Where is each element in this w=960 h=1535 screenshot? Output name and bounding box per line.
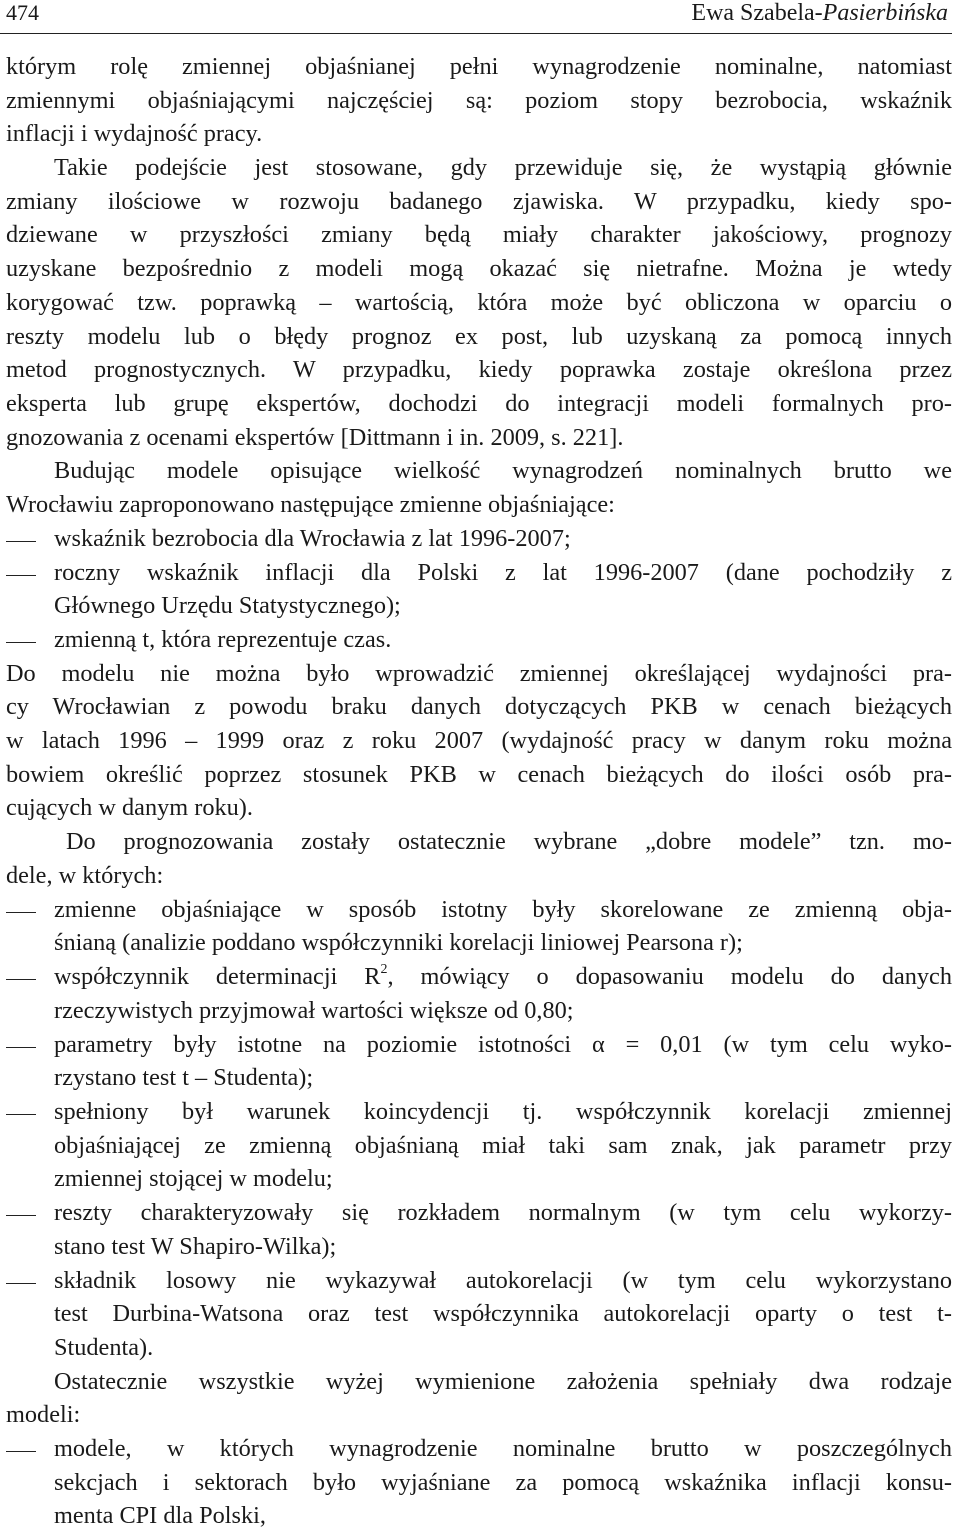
list-item-continuation: rzystano test t – Studenta); — [54, 1064, 314, 1091]
list-item-continuation: stano test W Shapiro-Wilka); — [54, 1233, 337, 1260]
page-number: 474 — [6, 0, 39, 25]
text-line: cy Wrocławian z powodu braku danych dotyczących PKB w cenach bieżących — [6, 693, 952, 720]
text-line: modeli: — [6, 1401, 81, 1428]
list-dash — [6, 575, 36, 576]
list-item-continuation: test Durbina-Watsona oraz test współczynnika autokorelacji oparty o test t- — [54, 1300, 952, 1327]
author-name: Ewa Szabela- — [691, 0, 823, 26]
list-dash — [6, 642, 36, 643]
text-line: uzyskane bezpośrednio z modeli mogą okazać się nietrafne. Można je wtedy — [6, 255, 952, 282]
list-dash — [6, 1047, 36, 1048]
text-line: zmiany ilościowe w rozwoju badanego zjawiska. W przypadku, kiedy spo- — [6, 188, 952, 215]
list-item-continuation: Głównego Urzędu Statystycznego); — [54, 592, 401, 619]
text-line: inflacji i wydajność pracy. — [6, 120, 263, 147]
list-item: modele, w których wynagrodzenie nominalne brutto w poszczególnych — [54, 1435, 952, 1462]
list-item-text: , mówiący o dopasowaniu modelu do danych — [387, 963, 952, 990]
text-line: Takie podejście jest stosowane, gdy przewiduje się, że wystąpią głównie — [54, 154, 952, 181]
list-item — [54, 960, 952, 998]
text-line: dziewane w przyszłości zmiany będą miały charakter jakościowy, prognozy — [6, 221, 952, 248]
list-dash — [6, 1283, 36, 1284]
text-line: reszty modelu lub o błędy prognoz ex post, lub uzyskaną za pomocą innych — [6, 323, 952, 350]
text-line: eksperta lub grupę ekspertów, dochodzi do integracji modeli formalnych pro- — [6, 390, 952, 417]
running-head — [691, 0, 948, 27]
superscript: 2 — [380, 962, 388, 977]
list-item: zmienne objaśniające w sposób istotny były skorelowane ze zmienną obja- — [54, 896, 952, 923]
list-item: spełniony był warunek koincydencji tj. współczynnik korelacji zmiennej — [54, 1098, 952, 1125]
list-dash — [6, 912, 36, 913]
text-line: w latach 1996 – 1999 oraz z roku 2007 (wydajność pracy w danym roku można — [6, 727, 952, 754]
text-line: korygować tzw. poprawką – wartością, która może być obliczona w oparciu o — [6, 289, 952, 316]
page-header — [0, 0, 952, 34]
list-dash — [6, 1114, 36, 1115]
list-item-continuation: śnianą (analizie poddano współczynniki korelacji liniowej Pearsona r); — [54, 929, 743, 956]
text-line: cujących w danym roku). — [6, 794, 253, 821]
text-line: gnozowania z ocenami ekspertów [Dittmann i in. 2009, s. 221]. — [6, 424, 624, 451]
list-item: reszty charakteryzowały się rozkładem normalnym (w tym celu wykorzy- — [54, 1199, 952, 1226]
text-line: Ostatecznie wszystkie wyżej wymienione założenia spełniały dwa rodzaje — [54, 1368, 952, 1395]
list-item-text: współczynnik determinacji R — [54, 963, 381, 990]
list-item-continuation: menta CPI dla Polski, — [54, 1502, 266, 1529]
text-line: zmiennymi objaśniającymi najczęściej są: poziom stopy bezrobocia, wskaźnik — [6, 87, 952, 114]
list-item-continuation: Studenta). — [54, 1334, 154, 1361]
list-item: zmienną t, która reprezentuje czas. — [54, 626, 392, 653]
list-item-continuation: rzeczywistych przyjmował wartości większe od 0,80; — [54, 997, 574, 1024]
list-dash — [6, 979, 36, 980]
list-item: wskaźnik bezrobocia dla Wrocławia z lat 1996-2007; — [54, 525, 571, 552]
text-line: bowiem określić poprzez stosunek PKB w cenach bieżących do ilości osób pra- — [6, 761, 952, 788]
list-item: roczny wskaźnik inflacji dla Polski z lat 1996-2007 (dane pochodziły z — [54, 559, 952, 586]
list-item: parametry były istotne na poziomie istotności α = 0,01 (w tym celu wyko- — [54, 1031, 952, 1058]
text-line: Do prognozowania zostały ostatecznie wybrane „dobre modele” tzn. mo- — [66, 828, 952, 855]
list-item-continuation: sekcjach i sektorach było wyjaśniane za pomocą wskaźnika inflacji konsu- — [54, 1469, 952, 1496]
text-line: Wrocławiu zaproponowano następujące zmienne objaśniające: — [6, 491, 615, 518]
text-line: dele, w których: — [6, 862, 164, 889]
list-dash — [6, 541, 36, 542]
list-item: składnik losowy nie wykazywał autokorelacji (w tym celu wykorzystano — [54, 1267, 952, 1294]
text-line: metod prognostycznych. W przypadku, kiedy poprawka zostaje określona przez — [6, 356, 952, 383]
text-line: którym rolę zmiennej objaśnianej pełni wynagrodzenie nominalne, natomiast — [6, 53, 952, 80]
list-item-continuation: objaśniającej ze zmienną objaśnianą miał taki sam znak, jak parametr przy — [54, 1132, 952, 1159]
list-dash — [6, 1215, 36, 1216]
list-dash — [6, 1451, 36, 1452]
text-line: Do modelu nie można było wprowadzić zmiennej określającej wydajności pra- — [6, 660, 952, 687]
list-item-continuation: zmiennej stojącej w modelu; — [54, 1165, 333, 1192]
author-name-italic: Pasierbińska — [822, 0, 948, 26]
text-line: Budując modele opisujące wielkość wynagrodzeń nominalnych brutto we — [54, 457, 952, 484]
